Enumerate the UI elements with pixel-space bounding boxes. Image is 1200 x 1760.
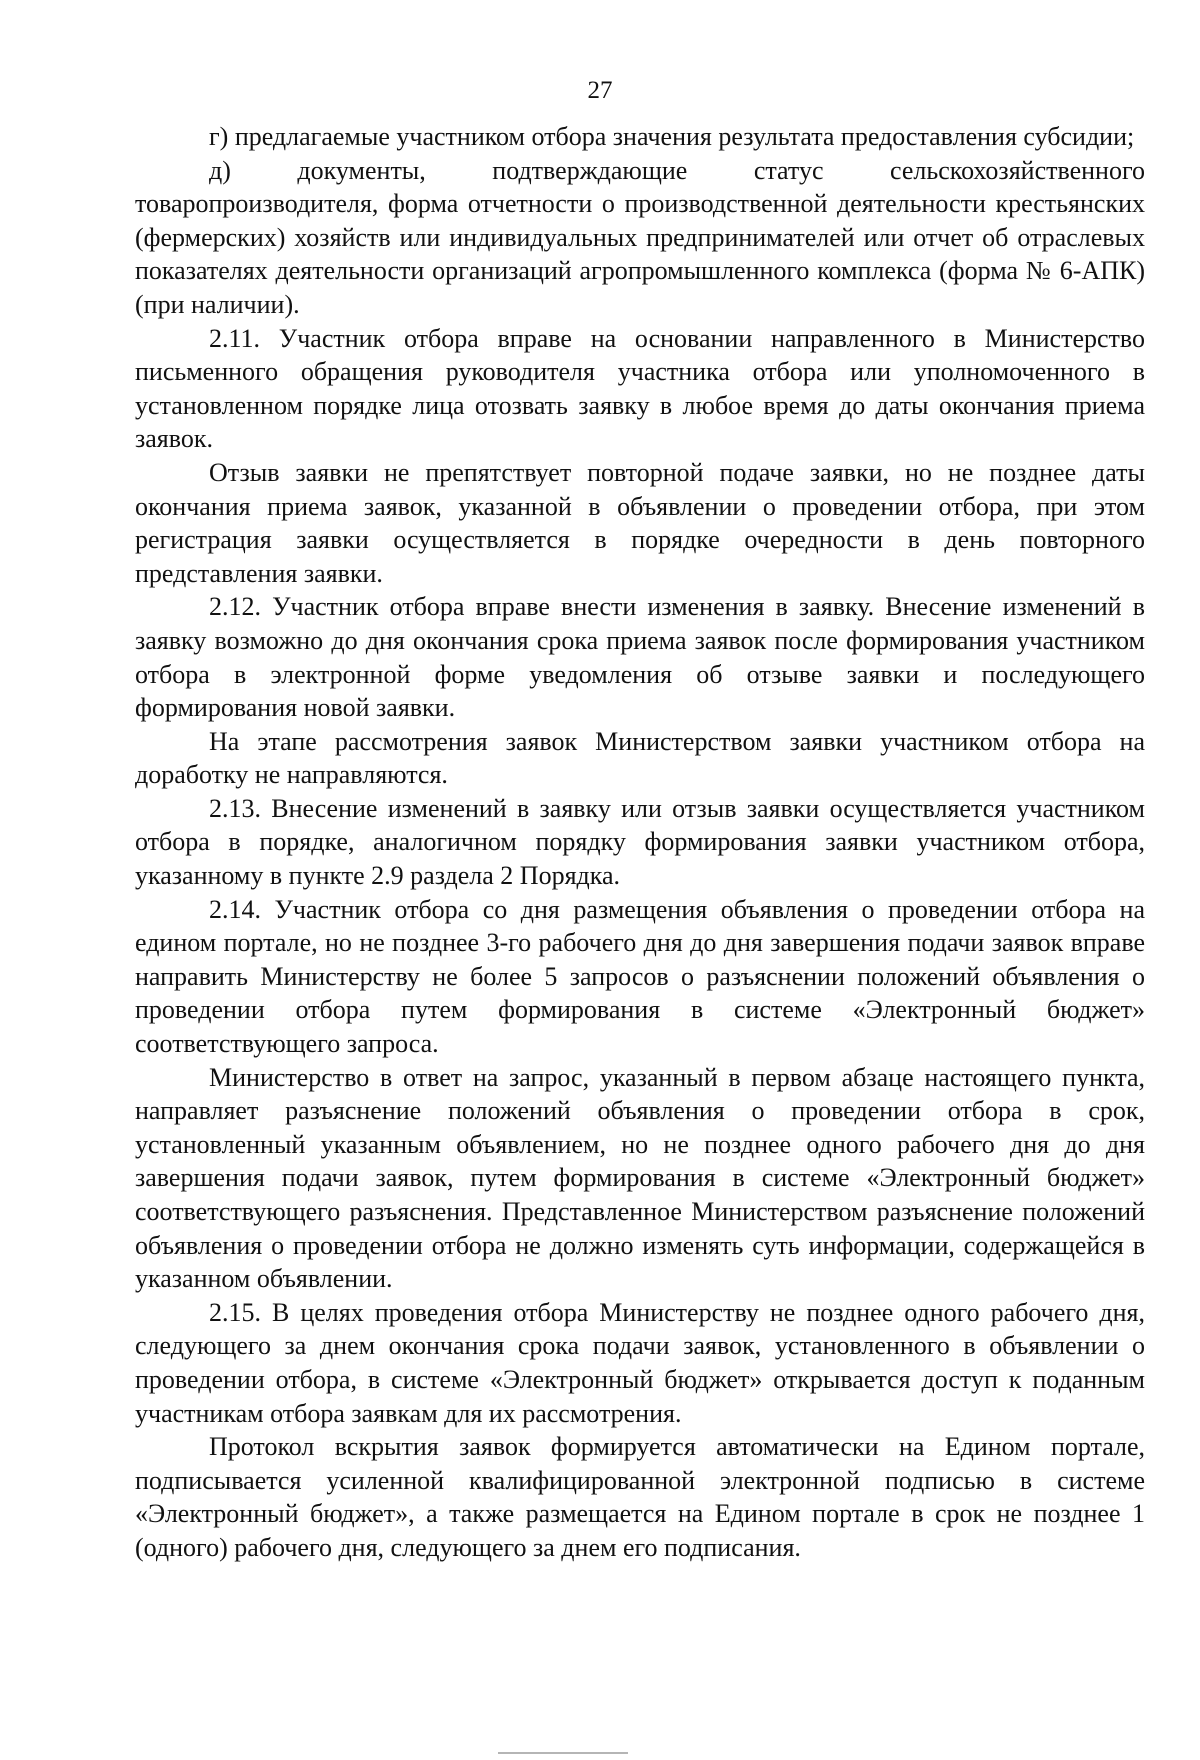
paragraph-2-11: 2.11. Участник отбора вправе на основании направленного в Министерство письменного обращения руководителя участника отбора или уполномоченного в установленном порядке лица отозвать заявку в любое время до даты окончания приема заявок. bbox=[135, 323, 1145, 454]
paragraph-2-15: 2.15. В целях проведения отбора Министерству не позднее одного рабочего дня, следующего за днем окончания срока подачи заявок, установленного в объявлении о проведении отбора, в системе «Электронный бюджет» открывается доступ к поданным участникам отбора заявкам для их рассмотрения. bbox=[135, 1297, 1145, 1428]
paragraph-2-12: 2.12. Участник отбора вправе внести изменения в заявку. Внесение изменений в заявку возможно до дня окончания срока приема заявок после формирования участником отбора в электронной форме уведомления об отзыве заявки и последующего формирования новой заявки. bbox=[135, 592, 1145, 723]
paragraph-item-d: д) документы, подтверждающие статус сельскохозяйственного товаропроизводителя, форма отчетности о производственной деятельности крестьянских (фермерских) хозяйств или индивидуальных предпринимателей или отчет об отраслевых показателях деятельности организаций агропромышленного комплекса (форма № 6-АПК) (при наличии). bbox=[135, 155, 1145, 319]
scan-edge-mark bbox=[498, 1752, 628, 1754]
paragraph-review-stage: На этапе рассмотрения заявок Министерством заявки участником отбора на доработку не направляются. bbox=[135, 726, 1145, 790]
paragraph-ministry-response: Министерство в ответ на запрос, указанный в первом абзаце настоящего пункта, направляет разъяснение положений объявления о проведении отбора в срок, установленный указанным объявлением, но не позднее одного рабочего дня до дня завершения подачи заявок, путем формирования в системе «Электронный бюджет» соответствующего разъяснения. Представленное Министерством разъяснение положений объявления о проведении отбора не должно изменять суть информации, содержащейся в указанном объявлении. bbox=[135, 1062, 1145, 1294]
paragraph-item-g: г) предлагаемые участником отбора значения результата предоставления субсидии; bbox=[209, 122, 1135, 151]
paragraph-2-14: 2.14. Участник отбора со дня размещения объявления о проведении отбора на едином портале, но не позднее 3-го рабочего дня до дня завершения подачи заявок вправе направить Министерству не более 5 запросов о разъяснении положений объявления о проведении отбора путем формирования в системе «Электронный бюджет» соответствующего запроса. bbox=[135, 894, 1145, 1059]
page-number: 27 bbox=[587, 77, 613, 104]
paragraph-2-13: 2.13. Внесение изменений в заявку или отзыв заявки осуществляется участником отбора в порядке, аналогичном порядку формирования заявки участником отбора, указанному в пункте 2.9 раздела 2 Порядка. bbox=[135, 793, 1145, 891]
paragraph-opening-protocol: Протокол вскрытия заявок формируется автоматически на Едином портале, подписывается усиленной квалифицированной электронной подписью в системе «Электронный бюджет», а также размещается на Едином портале в срок не позднее 1 (одного) рабочего дня, следующего за днем его подписания. bbox=[135, 1432, 1145, 1562]
document-body bbox=[135, 120, 1145, 1565]
paragraph-withdrawal: Отзыв заявки не препятствует повторной подаче заявки, но не позднее даты окончания приема заявок, указанной в объявлении о проведении отбора, при этом регистрация заявки осуществляется в порядке очередности в день повторного представления заявки. bbox=[135, 457, 1145, 588]
